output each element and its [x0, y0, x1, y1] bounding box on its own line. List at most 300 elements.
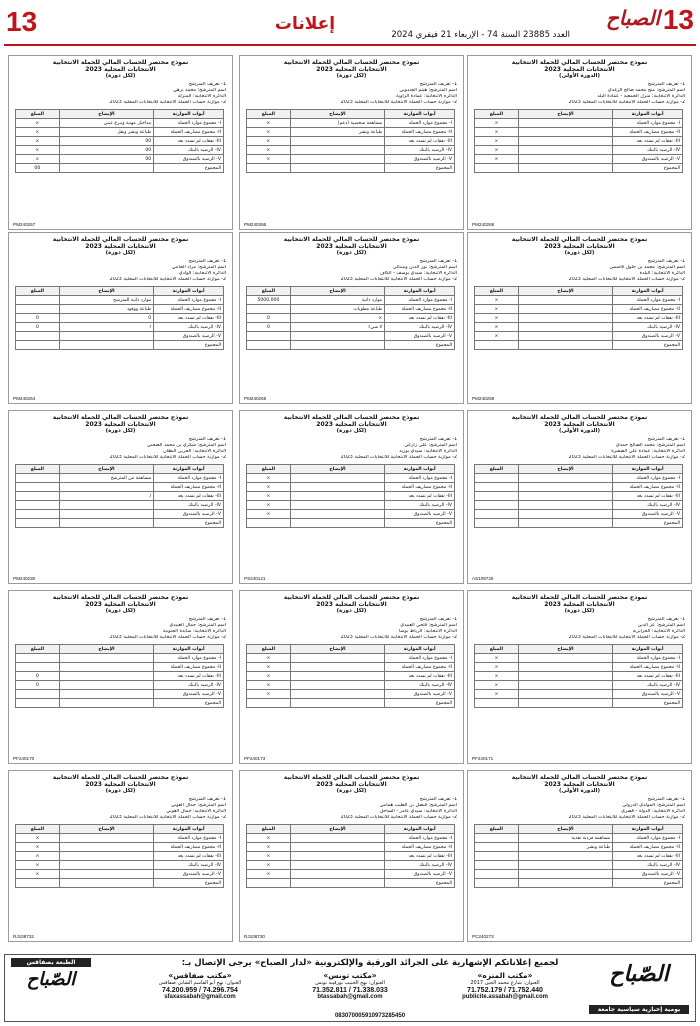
info-line: 1- تعريف المترشح — [647, 437, 685, 442]
table-cell: المجموع — [613, 164, 683, 173]
table-row — [16, 483, 224, 492]
ad-code: PM240267 — [13, 222, 36, 227]
table-cell: موارد ذاتية للمترشح — [59, 296, 153, 305]
table-cell — [16, 305, 60, 314]
table-row — [247, 323, 455, 332]
ad-round: (لكل دورة) — [105, 428, 136, 434]
table-cell: 00 — [59, 155, 153, 164]
table-cell: × — [247, 492, 291, 501]
table-row — [247, 654, 455, 663]
table-cell: III- نفقات لم تسدد بعد — [154, 672, 224, 681]
table-cell — [59, 852, 153, 861]
ad-code: PC240273 — [472, 934, 494, 939]
table-cell: V- الرصيد بالصندوق — [385, 870, 455, 879]
table-cell: طباعة ووقود — [59, 305, 153, 314]
column-header: المبلغ — [16, 287, 60, 296]
table-cell: 5000,000 — [247, 296, 291, 305]
table-cell — [16, 510, 60, 519]
column-header: الإيضاح — [59, 465, 153, 474]
table-cell: 00 — [59, 137, 153, 146]
table-cell — [475, 341, 519, 350]
info-line: 2- موازنة حساب الحملة الانتخابية للانتخابات المحلية 2023 — [340, 815, 457, 820]
table-cell — [16, 654, 60, 663]
table-row — [247, 128, 455, 137]
table-cell — [59, 654, 153, 663]
table-cell: × — [247, 870, 291, 879]
table-cell — [290, 137, 384, 146]
table-row — [247, 681, 455, 690]
table-cell — [16, 663, 60, 672]
table-row — [16, 699, 224, 708]
table-cell: موارد ذاتية — [290, 296, 384, 305]
table-cell: I- مجموع موارد الحملة — [154, 834, 224, 843]
table-row — [475, 681, 683, 690]
table-cell: IV- الرصيد بالبنك — [613, 681, 683, 690]
ad-code: PF240171 — [472, 756, 494, 761]
table-cell: المجموع — [613, 699, 683, 708]
ad-round: (لكل دورة) — [336, 250, 367, 256]
table-cell — [290, 654, 384, 663]
table-cell: مساهمة فردية نقدية — [518, 834, 612, 843]
table-cell: المجموع — [385, 699, 455, 708]
table-cell: × — [475, 146, 519, 155]
table-cell: طباعة ونشر — [518, 843, 612, 852]
table-cell: 0 — [247, 323, 291, 332]
table-cell: × — [475, 332, 519, 341]
footer-logo-right: الصّباح — [609, 961, 669, 987]
table-cell: III- نفقات لم تسدد بعد — [154, 314, 224, 323]
table-cell: 0 — [16, 681, 60, 690]
election-ad-card — [8, 232, 233, 404]
table-cell: II- مجموع مصاريف الحملة — [154, 663, 224, 672]
table-row — [475, 155, 683, 164]
info-line: الدائرة الانتخابية: المنزلة — [177, 94, 226, 99]
election-ad-card — [467, 55, 692, 230]
table-row — [16, 870, 224, 879]
table-row — [247, 834, 455, 843]
table-cell: المجموع — [154, 519, 224, 528]
table-cell: I- مجموع موارد الحملة — [613, 296, 683, 305]
ad-code: PM240269 — [472, 396, 495, 401]
table-cell: × — [247, 119, 291, 128]
table-cell: II- مجموع مصاريف الحملة — [154, 305, 224, 314]
column-header: المبلغ — [475, 825, 519, 834]
candidate-info — [9, 80, 232, 106]
table-cell: V- الرصيد بالصندوق — [613, 332, 683, 341]
ad-subtitle: الانتخابات المحلية 2023 — [316, 421, 387, 428]
table-cell: IV- الرصيد بالبنك — [385, 323, 455, 332]
table-row — [16, 296, 224, 305]
table-cell: III- نفقات لم تسدد بعد — [385, 137, 455, 146]
info-line: الدائرة الانتخابية: الحرين البطان — [163, 449, 226, 454]
ad-round: (لكل دورة) — [336, 428, 367, 434]
table-row — [475, 510, 683, 519]
table-header — [16, 645, 224, 654]
table-cell: I- مجموع موارد الحملة — [154, 474, 224, 483]
table-cell: × — [475, 137, 519, 146]
info-line: اسم المترشح: هيثم الجندوبي — [399, 88, 457, 93]
table-cell: طباعة ونشر — [290, 128, 384, 137]
footer-logo-left: الصّباح — [26, 969, 76, 990]
table-cell — [475, 483, 519, 492]
table-row — [16, 492, 224, 501]
column-header: المبلغ — [16, 825, 60, 834]
table-row — [475, 332, 683, 341]
table-row — [475, 483, 683, 492]
table-cell: V- الرصيد بالصندوق — [154, 870, 224, 879]
table-cell — [290, 834, 384, 843]
table-cell — [518, 314, 612, 323]
table-cell — [59, 681, 153, 690]
budget-table — [474, 464, 683, 528]
table-row — [16, 474, 224, 483]
info-line: 1- تعريف المترشح — [188, 82, 226, 87]
table-row — [247, 305, 455, 314]
info-line: اسم المترشح: فتحي العبيدي — [400, 623, 457, 628]
table-cell: II- مجموع مصاريف الحملة — [385, 843, 455, 852]
column-header: المبلغ — [247, 287, 291, 296]
table-cell: 0 — [16, 314, 60, 323]
table-row — [16, 510, 224, 519]
ad-round: (الدورة الأولى) — [559, 428, 600, 434]
ad-title: نموذج مختصر للحساب المالي للحملة الانتخابية — [283, 414, 420, 421]
table-row — [475, 314, 683, 323]
ad-round: (لكل دورة) — [105, 73, 136, 79]
ad-title: نموذج مختصر للحساب المالي للحملة الانتخابية — [511, 414, 648, 421]
ad-title: نموذج مختصر للحساب المالي للحملة الانتخابية — [52, 594, 189, 601]
footer-banner: لجميع إعلاناتكم الإشهارية على الجرائد الورقية والإلكترونية «لدار الصباح» يرجى الإتصال بـ: — [181, 958, 559, 968]
table-cell: المجموع — [385, 341, 455, 350]
table-cell: V- الرصيد بالصندوق — [154, 510, 224, 519]
table-cell — [518, 861, 612, 870]
column-header: أبواب الموازنة — [385, 465, 455, 474]
column-header: أبواب الموازنة — [154, 825, 224, 834]
candidate-info — [9, 795, 232, 821]
table-cell: طباعة مطويات — [290, 305, 384, 314]
candidate-info — [240, 257, 463, 283]
candidate-info — [9, 435, 232, 461]
table-cell — [518, 681, 612, 690]
table-cell: II- مجموع مصاريف الحملة — [154, 128, 224, 137]
info-line: اسم المترشح: جمال العبيدي — [169, 623, 226, 628]
table-cell: V- الرصيد بالصندوق — [613, 870, 683, 879]
info-line: الدائرة الانتخابية: عمادة الزاوية — [396, 94, 457, 99]
column-header: الإيضاح — [290, 110, 384, 119]
table-header — [247, 465, 455, 474]
table-row — [247, 164, 455, 173]
table-row — [475, 519, 683, 528]
table-row — [247, 332, 455, 341]
table-cell — [247, 879, 291, 888]
budget-table — [15, 824, 224, 888]
office-phone: 71.352.811 / 71.338.033 — [312, 987, 388, 994]
table-cell: × — [247, 843, 291, 852]
table-row — [16, 314, 224, 323]
table-row — [475, 663, 683, 672]
ad-subtitle: الانتخابات المحلية 2023 — [85, 243, 156, 250]
election-ad-card — [239, 410, 464, 584]
table-cell — [59, 332, 153, 341]
table-cell: / — [59, 323, 153, 332]
table-cell — [518, 519, 612, 528]
column-header: الإيضاح — [59, 825, 153, 834]
ad-title: نموذج مختصر للحساب المالي للحملة الانتخابية — [52, 59, 189, 66]
ad-code: PM240264 — [13, 396, 36, 401]
budget-table — [15, 644, 224, 708]
masthead-logo: الصباح — [605, 6, 660, 30]
table-cell: 0 — [16, 323, 60, 332]
info-line: 2- موازنة حساب الحملة الانتخابية للانتخابات المحلية 2023 — [109, 277, 226, 282]
ad-title: نموذج مختصر للحساب المالي للحملة الانتخابية — [511, 236, 648, 243]
table-header — [475, 287, 683, 296]
table-row — [475, 672, 683, 681]
table-row — [247, 119, 455, 128]
table-cell: V- الرصيد بالصندوق — [154, 155, 224, 164]
table-cell — [247, 164, 291, 173]
election-ad-card — [467, 590, 692, 764]
info-line: الدائرة الانتخابية: منزل الجمعية - عمادة البلد — [597, 94, 685, 99]
table-row — [16, 852, 224, 861]
election-ad-card — [239, 55, 464, 230]
table-cell: المجموع — [613, 341, 683, 350]
table-cell: 00 — [59, 146, 153, 155]
table-cell — [247, 332, 291, 341]
table-cell — [16, 879, 60, 888]
info-line: الدائرة الانتخابية: البلدة — [639, 271, 685, 276]
info-line: 1- تعريف المترشح — [419, 617, 457, 622]
table-cell — [59, 843, 153, 852]
ad-round: (لكل دورة) — [564, 608, 595, 614]
table-cell — [475, 870, 519, 879]
table-row — [16, 323, 224, 332]
table-cell: III- نفقات لم تسدد بعد — [613, 137, 683, 146]
table-cell — [518, 879, 612, 888]
table-cell — [518, 323, 612, 332]
table-cell — [290, 483, 384, 492]
table-cell: IV- الرصيد بالبنك — [385, 146, 455, 155]
table-cell: II- مجموع مصاريف الحملة — [613, 483, 683, 492]
table-cell: III- نفقات لم تسدد بعد — [385, 852, 455, 861]
table-cell — [518, 492, 612, 501]
ad-code: PM240268 — [472, 222, 495, 227]
table-cell: المجموع — [613, 519, 683, 528]
page-number: 13 — [6, 6, 38, 37]
table-cell — [290, 681, 384, 690]
info-line: 2- موازنة حساب الحملة الانتخابية للانتخابات المحلية 2023 — [568, 635, 685, 640]
column-header: المبلغ — [475, 645, 519, 654]
table-row — [16, 690, 224, 699]
column-header: المبلغ — [247, 110, 291, 119]
table-cell: × — [247, 155, 291, 164]
table-cell: III- نفقات لم تسدد بعد — [385, 314, 455, 323]
table-cell: III- نفقات لم تسدد بعد — [385, 672, 455, 681]
table-cell — [475, 699, 519, 708]
info-line: الدائرة الانتخابية: الوادي — [178, 271, 226, 276]
table-cell: IV- الرصيد بالبنك — [613, 146, 683, 155]
table-cell — [475, 879, 519, 888]
ad-subtitle: الانتخابات المحلية 2023 — [316, 601, 387, 608]
table-header — [475, 825, 683, 834]
table-row — [475, 843, 683, 852]
budget-table — [15, 109, 224, 173]
table-cell — [16, 483, 60, 492]
ad-subtitle: الانتخابات المحلية 2023 — [544, 781, 615, 788]
table-cell — [518, 654, 612, 663]
office-phone: 71.752.179 / 71.752.440 — [467, 987, 543, 994]
ad-subtitle: الانتخابات المحلية 2023 — [85, 601, 156, 608]
table-row — [475, 341, 683, 350]
table-row — [16, 164, 224, 173]
table-cell: IV- الرصيد بالبنك — [154, 323, 224, 332]
table-cell: × — [16, 137, 60, 146]
election-ad-card — [8, 410, 233, 584]
table-cell — [16, 699, 60, 708]
info-line: الدائرة الانتخابية: سيدي عامر - الساحل — [379, 809, 457, 814]
table-cell — [290, 341, 384, 350]
column-header: الإيضاح — [518, 110, 612, 119]
budget-table — [474, 824, 683, 888]
table-cell — [518, 332, 612, 341]
election-ad-card — [467, 410, 692, 584]
table-cell: IV- الرصيد بالبنك — [385, 861, 455, 870]
table-cell: × — [16, 119, 60, 128]
election-ad-card — [239, 770, 464, 942]
table-row — [475, 305, 683, 314]
section-title: إعلانات — [274, 14, 336, 34]
column-header: الإيضاح — [290, 825, 384, 834]
table-cell: × — [475, 305, 519, 314]
table-cell — [59, 834, 153, 843]
info-line: 2- موازنة حساب الحملة الانتخابية للانتخابات المحلية 2023 — [568, 815, 685, 820]
table-row — [475, 119, 683, 128]
table-cell — [16, 474, 60, 483]
info-line: 1- تعريف المترشح — [419, 797, 457, 802]
table-cell: I- مجموع موارد الحملة — [385, 834, 455, 843]
footer-box — [4, 954, 696, 1022]
info-line: اسم المترشح: نور الدين ومبنالي — [392, 265, 457, 270]
info-line: اسم المترشح: عز الدين — [637, 623, 685, 628]
ad-round: (لكل دورة) — [105, 250, 136, 256]
table-header — [16, 825, 224, 834]
table-cell — [59, 690, 153, 699]
table-row — [247, 296, 455, 305]
info-line: الدائرة الانتخابية: سايدة الجنوبية — [162, 629, 226, 634]
election-ad-card — [239, 590, 464, 764]
election-ad-card — [8, 590, 233, 764]
column-header: المبلغ — [475, 287, 519, 296]
info-line: 1- تعريف المترشح — [647, 617, 685, 622]
table-cell — [475, 164, 519, 173]
ad-subtitle: الانتخابات المحلية 2023 — [85, 781, 156, 788]
budget-table — [246, 644, 455, 708]
table-row — [247, 341, 455, 350]
column-header: الإيضاح — [290, 465, 384, 474]
table-cell: V- الرصيد بالصندوق — [385, 690, 455, 699]
info-line: 1- تعريف المترشح — [188, 797, 226, 802]
table-cell — [475, 510, 519, 519]
table-cell — [290, 501, 384, 510]
table-cell — [16, 501, 60, 510]
table-row — [247, 510, 455, 519]
table-cell — [518, 296, 612, 305]
ad-subtitle: الانتخابات المحلية 2023 — [316, 781, 387, 788]
table-row — [247, 879, 455, 888]
candidate-info — [240, 615, 463, 641]
info-line: اسم المترشح: المولدي الدرولي — [622, 803, 685, 808]
column-header: الإيضاح — [518, 645, 612, 654]
ad-code: PF240173 — [244, 756, 266, 761]
table-cell: × — [475, 663, 519, 672]
table-cell: III- نفقات لم تسدد بعد — [154, 492, 224, 501]
table-cell: II- مجموع مصاريف الحملة — [385, 128, 455, 137]
table-cell: II- مجموع مصاريف الحملة — [385, 663, 455, 672]
office-name: «مكتب تونس» — [323, 971, 377, 980]
office-address: العنوان: نهج الحبيب بورقيبة تونس — [315, 980, 385, 986]
bank-account: 083070005910973285450 — [334, 1013, 406, 1019]
table-row — [247, 843, 455, 852]
info-line: اسم المترشح: مراد الحامي — [171, 265, 226, 270]
table-row — [16, 681, 224, 690]
ad-title: نموذج مختصر للحساب المالي للحملة الانتخابية — [283, 59, 420, 66]
table-cell: I- مجموع موارد الحملة — [154, 654, 224, 663]
table-cell — [518, 699, 612, 708]
table-cell — [59, 870, 153, 879]
table-cell — [518, 663, 612, 672]
table-row — [247, 690, 455, 699]
table-cell: V- الرصيد بالصندوق — [613, 690, 683, 699]
column-header: الإيضاح — [518, 825, 612, 834]
table-cell: × — [247, 852, 291, 861]
ad-title: نموذج مختصر للحساب المالي للحملة الانتخابية — [511, 59, 648, 66]
table-cell: IV- الرصيد بالبنك — [154, 681, 224, 690]
table-cell — [290, 332, 384, 341]
table-header — [247, 110, 455, 119]
table-cell: × — [247, 663, 291, 672]
table-cell: × — [247, 672, 291, 681]
table-cell: II- مجموع مصاريف الحملة — [154, 483, 224, 492]
ad-subtitle: الانتخابات المحلية 2023 — [544, 243, 615, 250]
table-row — [247, 146, 455, 155]
table-cell: × — [247, 501, 291, 510]
table-row — [16, 137, 224, 146]
table-cell: × — [16, 146, 60, 155]
table-cell — [518, 137, 612, 146]
column-header: الإيضاح — [59, 645, 153, 654]
table-cell: II- مجموع مصاريف الحملة — [385, 483, 455, 492]
table-cell — [475, 519, 519, 528]
candidate-info — [468, 80, 691, 106]
ad-code: PM240266 — [244, 222, 267, 227]
info-line: الدائرة الانتخابية: جمال العوني — [166, 809, 226, 814]
table-row — [475, 699, 683, 708]
table-cell — [290, 155, 384, 164]
table-header — [475, 645, 683, 654]
column-header: المبلغ — [16, 645, 60, 654]
table-row — [247, 474, 455, 483]
table-row — [475, 870, 683, 879]
table-cell: IV- الرصيد بالبنك — [613, 501, 683, 510]
table-header — [247, 825, 455, 834]
table-row — [475, 852, 683, 861]
table-row — [475, 654, 683, 663]
budget-table — [15, 464, 224, 528]
table-cell: V- الرصيد بالصندوق — [154, 332, 224, 341]
table-cell — [475, 861, 519, 870]
info-line: 2- موازنة حساب الحملة الانتخابية للانتخابات المحلية 2023 — [109, 815, 226, 820]
column-header: الإيضاح — [59, 287, 153, 296]
election-ad-card — [8, 770, 233, 942]
info-line: 1- تعريف المترشح — [419, 437, 457, 442]
